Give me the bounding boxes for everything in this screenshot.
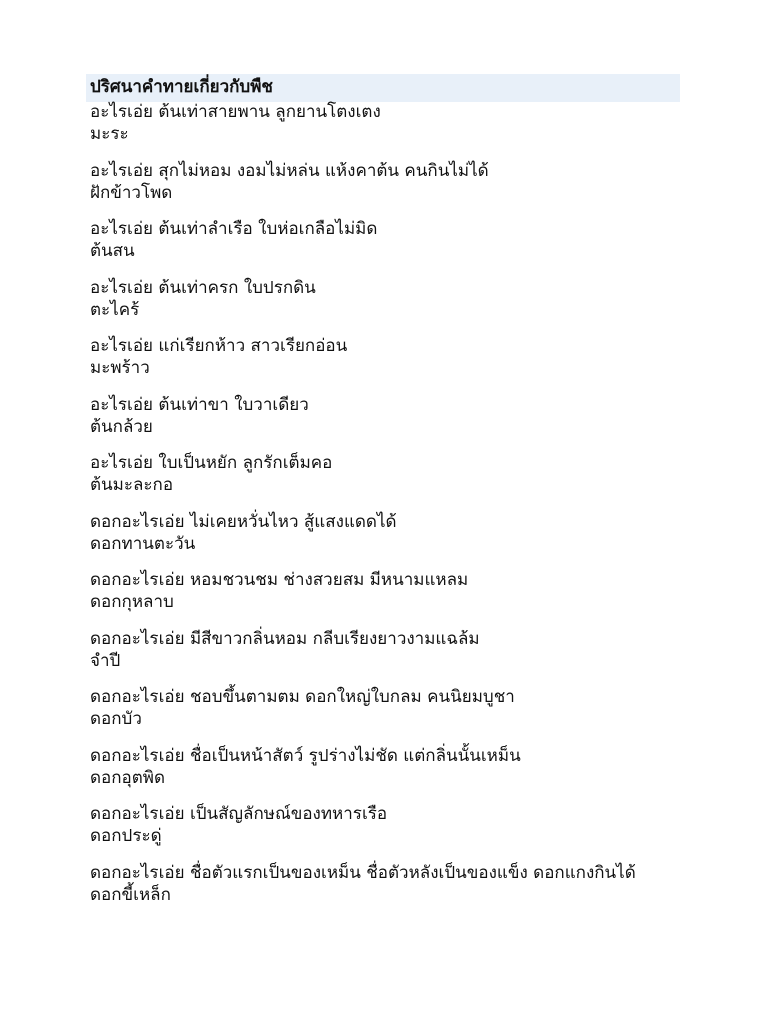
riddle-question: ดอกอะไรเอ่ย มีสีขาวกลิ่นหอม กลีบเรียงยาวงามแฉล้ม — [90, 628, 480, 649]
riddle-item — [90, 452, 730, 511]
riddle-answer: ดอกกุหลาบ — [90, 592, 174, 612]
riddle-item — [90, 745, 730, 804]
riddle-list — [90, 101, 730, 920]
document-title: ปริศนาคำทายเกี่ยวกับพืช — [90, 77, 273, 97]
riddle-item — [90, 511, 730, 570]
riddle-item — [90, 160, 730, 219]
riddle-question: ดอกอะไรเอ่ย ชื่อตัวแรกเป็นของเหม็น ชื่อตัวหลังเป็นของแข็ง ดอกแกงกินได้ — [90, 862, 636, 883]
riddle-item — [90, 628, 730, 687]
riddle-answer: ดอกทานตะวัน — [90, 533, 196, 554]
riddle-answer: มะพร้าว — [90, 358, 150, 378]
riddle-answer: ดอกประดู่ — [90, 826, 162, 846]
riddle-item — [90, 394, 730, 453]
riddle-answer: ต้นกล้วย — [90, 416, 153, 437]
riddle-question: อะไรเอ่ย ต้นเท่าครก ใบปรกดิน — [90, 277, 316, 298]
riddle-question: ดอกอะไรเอ่ย ชอบขึ้นตามตม ดอกใหญ่ใบกลม คนนิยมบูชา — [90, 687, 515, 707]
riddle-item — [90, 686, 730, 745]
riddle-item — [90, 335, 730, 394]
riddle-item — [90, 218, 730, 277]
riddle-item — [90, 803, 730, 862]
riddle-question: ดอกอะไรเอ่ย เป็นสัญลักษณ์ของทหารเรือ — [90, 804, 388, 824]
riddle-item — [90, 277, 730, 336]
riddle-question: อะไรเอ่ย ต้นเท่าสายพาน ลูกยานโตงเตง — [90, 102, 381, 122]
riddle-question: ดอกอะไรเอ่ย ไม่เคยหวั่นไหว สู้แสงแดดได้ — [90, 511, 397, 532]
riddle-question: ดอกอะไรเอ่ย ชื่อเป็นหน้าสัตว์ รูปร่างไม่ชัด แต่กลิ่นนั้นเหม็น — [90, 745, 521, 766]
riddle-item — [90, 862, 730, 921]
riddle-answer: ตะไคร้ — [90, 299, 140, 320]
riddle-question: อะไรเอ่ย ต้นเท่าขา ใบวาเดียว — [90, 394, 309, 415]
riddle-answer: มะระ — [90, 124, 129, 144]
riddle-question: ดอกอะไรเอ่ย หอมชวนชม ช่างสวยสม มีหนามแหลม — [90, 570, 469, 590]
riddle-answer: ดอกขี้เหล็ก — [90, 884, 171, 905]
riddle-answer: ฝักข้าวโพด — [90, 182, 173, 203]
riddle-question: อะไรเอ่ย ต้นเท่าลำเรือ ใบห่อเกลือไม่มิด — [90, 219, 378, 239]
riddle-item — [90, 101, 730, 160]
riddle-question: อะไรเอ่ย ใบเป็นหยัก ลูกรักเต็มคอ — [90, 453, 333, 473]
riddle-answer: ต้นสน — [90, 241, 135, 261]
riddle-answer: จำปี — [90, 650, 121, 671]
riddle-question: อะไรเอ่ย สุกไม่หอม งอมไม่หล่น แห้งคาต้น คนกินไม่ได้ — [90, 160, 489, 181]
riddle-question: อะไรเอ่ย แก่เรียกห้าว สาวเรียกอ่อน — [90, 336, 348, 356]
riddle-answer: ดอกอุตพิด — [90, 767, 166, 788]
riddle-answer: ต้นมะละกอ — [90, 475, 174, 495]
riddle-item — [90, 569, 730, 628]
riddle-answer: ดอกบัว — [90, 709, 142, 729]
